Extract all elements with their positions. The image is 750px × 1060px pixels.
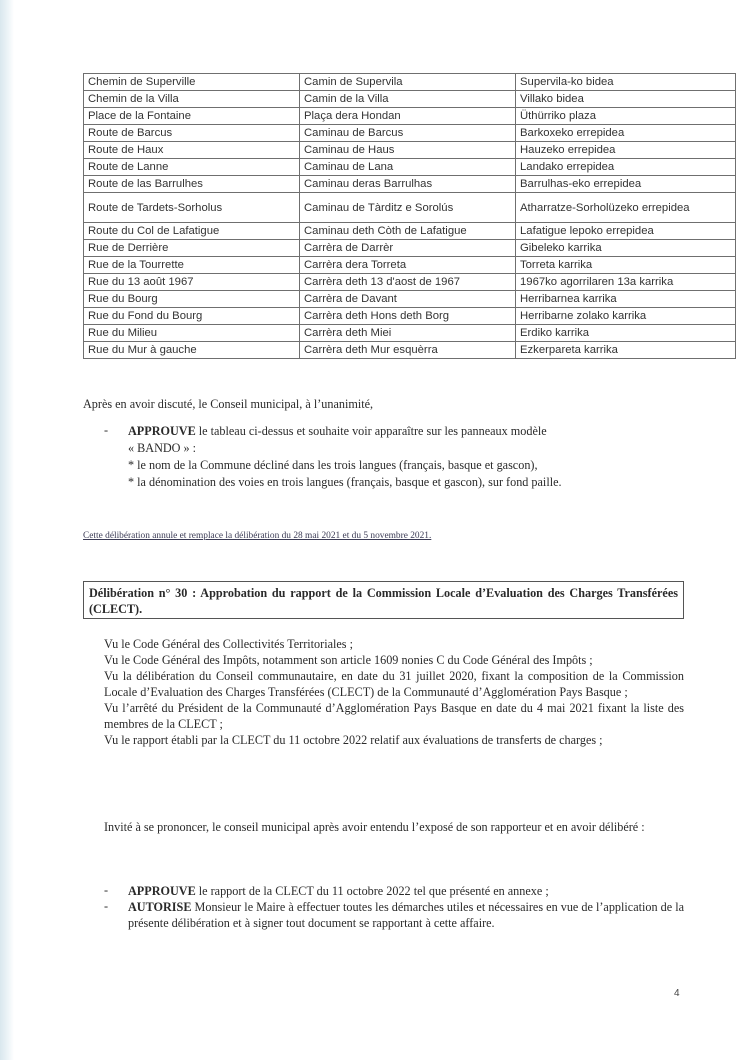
basque-name-cell: Villako bidea bbox=[516, 91, 736, 108]
table-row bbox=[84, 142, 736, 159]
basque-name-cell: Üthürriko plaza bbox=[516, 108, 736, 125]
gascon-name-cell: Caminau de Tàrditz e Sorolús bbox=[300, 193, 516, 223]
authorize-text: Monsieur le Maire à effectuer toutes les démarches utiles et nécessaires en vue de l’application de la présente délibération et à signer tout document se rapportant à cette affaire. bbox=[128, 900, 684, 930]
vu-deliberation-conseil: Vu la délibération du Conseil communautaire, en date du 31 juillet 2020, fixant la composition de la Commission Locale d’Evaluation des Charges Transférées (CLECT) de la Communauté d’Agglomération Pays Basque ; bbox=[104, 669, 684, 699]
basque-name-cell: Hauzeko errepidea bbox=[516, 142, 736, 159]
french-name-cell: Rue du Bourg bbox=[84, 291, 300, 308]
deliberation-title: Délibération n° 30 : Approbation du rapport de la Commission Locale d’Evaluation des Charges Transférées (CLECT). bbox=[83, 581, 684, 619]
gascon-name-cell: Carrèra dera Torreta bbox=[300, 257, 516, 274]
bullet-street-names: * la dénomination des voies en trois langues (français, basque et gascon), sur fond paille. bbox=[128, 475, 562, 489]
gascon-name-cell: Carrèra deth Mur esquèrra bbox=[300, 342, 516, 359]
basque-name-cell: 1967ko agorrilaren 13a karrika bbox=[516, 274, 736, 291]
gascon-name-cell: Carrèra deth 13 d'aost de 1967 bbox=[300, 274, 516, 291]
table-row bbox=[84, 159, 736, 176]
basque-name-cell: Herribarnea karrika bbox=[516, 291, 736, 308]
french-name-cell: Rue du Milieu bbox=[84, 325, 300, 342]
table-row bbox=[84, 108, 736, 125]
table-row bbox=[84, 240, 736, 257]
table-row bbox=[84, 193, 736, 223]
french-name-cell: Chemin de la Villa bbox=[84, 91, 300, 108]
basque-name-cell: Barkoxeko errepidea bbox=[516, 125, 736, 142]
basque-name-cell: Supervila-ko bidea bbox=[516, 74, 736, 91]
gascon-name-cell: Carrèra deth Miei bbox=[300, 325, 516, 342]
vu-code-impots: Vu le Code Général des Impôts, notamment son article 1609 nonies C du Code Général des Impôts ; bbox=[104, 653, 593, 667]
approve-keyword: APPROUVE bbox=[128, 424, 196, 438]
french-name-cell: Route de Barcus bbox=[84, 125, 300, 142]
french-name-cell: Rue du 13 août 1967 bbox=[84, 274, 300, 291]
vu-code-collectivites: Vu le Code Général des Collectivités Territoriales ; bbox=[104, 637, 353, 651]
table-row bbox=[84, 257, 736, 274]
bullet-commune-name: * le nom de la Commune décliné dans les trois langues (français, basque et gascon), bbox=[128, 458, 538, 472]
approve-report-item bbox=[128, 883, 688, 899]
basque-name-cell: Barrulhas-eko errepidea bbox=[516, 176, 736, 193]
gascon-name-cell: Carrèra de Darrèr bbox=[300, 240, 516, 257]
french-name-cell: Route de Haux bbox=[84, 142, 300, 159]
table-row bbox=[84, 342, 736, 359]
basque-name-cell: Landako errepidea bbox=[516, 159, 736, 176]
french-name-cell: Place de la Fontaine bbox=[84, 108, 300, 125]
table-row bbox=[84, 223, 736, 240]
french-name-cell: Rue du Fond du Bourg bbox=[84, 308, 300, 325]
french-name-cell: Route de Lanne bbox=[84, 159, 300, 176]
vu-rapport-clect: Vu le rapport établi par la CLECT du 11 octobre 2022 relatif aux évaluations de transferts de charges ; bbox=[104, 733, 603, 747]
table-row bbox=[84, 176, 736, 193]
gascon-name-cell: Carrèra deth Hons deth Borg bbox=[300, 308, 516, 325]
french-name-cell: Route de las Barrulhes bbox=[84, 176, 300, 193]
basque-name-cell: Lafatigue lepoko errepidea bbox=[516, 223, 736, 240]
scan-edge-shadow bbox=[0, 0, 14, 1060]
french-name-cell: Rue de Derrière bbox=[84, 240, 300, 257]
table-row bbox=[84, 125, 736, 142]
gascon-name-cell: Camin de Supervila bbox=[300, 74, 516, 91]
discussion-intro: Après en avoir discuté, le Conseil municipal, à l’unanimité, bbox=[83, 397, 374, 411]
page-number: 4 bbox=[674, 988, 680, 999]
basque-name-cell: Torreta karrika bbox=[516, 257, 736, 274]
gascon-name-cell: Caminau de Lana bbox=[300, 159, 516, 176]
approve-text: le tableau ci-dessus et souhaite voir apparaître sur les panneaux modèle bbox=[195, 424, 547, 438]
basque-name-cell: Ezkerpareta karrika bbox=[516, 342, 736, 359]
table-row bbox=[84, 274, 736, 291]
french-name-cell: Route du Col de Lafatigue bbox=[84, 223, 300, 240]
invitation-text: Invité à se prononcer, le conseil municipal après avoir entendu l’exposé de son rapporteur et en avoir délibéré : bbox=[104, 820, 645, 834]
french-name-cell: Rue du Mur à gauche bbox=[84, 342, 300, 359]
approve-item bbox=[128, 423, 547, 439]
table-row bbox=[84, 325, 736, 342]
legal-references bbox=[104, 636, 684, 748]
french-name-cell: Chemin de Superville bbox=[84, 74, 300, 91]
french-name-cell: Route de Tardets-Sorholus bbox=[84, 193, 300, 223]
gascon-name-cell: Plaça dera Hondan bbox=[300, 108, 516, 125]
gascon-name-cell: Caminau deras Barrulhas bbox=[300, 176, 516, 193]
gascon-name-cell: Camin de la Villa bbox=[300, 91, 516, 108]
authorize-keyword: AUTORISE bbox=[128, 900, 192, 914]
street-names-table bbox=[83, 73, 736, 359]
vu-arrete-president: Vu l’arrêté du Président de la Communauté d’Agglomération Pays Basque en date du 4 mai 2021 fixant la liste des membres de la CLECT ; bbox=[104, 701, 684, 731]
authorize-item bbox=[128, 899, 684, 931]
basque-name-cell: Atharratze-Sorholüzeko errepidea bbox=[516, 193, 736, 223]
table-row bbox=[84, 91, 736, 108]
french-name-cell: Rue de la Tourrette bbox=[84, 257, 300, 274]
gascon-name-cell: Caminau deth Còth de Lafatigue bbox=[300, 223, 516, 240]
basque-name-cell: Erdiko karrika bbox=[516, 325, 736, 342]
table-row bbox=[84, 308, 736, 325]
approve-report-text: le rapport de la CLECT du 11 octobre 2022 tel que présenté en annexe ; bbox=[195, 884, 549, 898]
table-row bbox=[84, 74, 736, 91]
approve-continuation: « BANDO » : bbox=[128, 441, 197, 455]
approve-keyword: APPROUVE bbox=[128, 884, 196, 898]
annulment-note: Cette délibération annule et remplace la délibération du 28 mai 2021 et du 5 novembre 2021. bbox=[83, 531, 432, 541]
basque-name-cell: Gibeleko karrika bbox=[516, 240, 736, 257]
basque-name-cell: Herribarne zolako karrika bbox=[516, 308, 736, 325]
list-dash: - bbox=[104, 899, 109, 913]
gascon-name-cell: Caminau de Barcus bbox=[300, 125, 516, 142]
table-row bbox=[84, 291, 736, 308]
list-dash: - bbox=[104, 883, 109, 897]
gascon-name-cell: Carrèra de Davant bbox=[300, 291, 516, 308]
list-dash: - bbox=[104, 423, 109, 437]
gascon-name-cell: Caminau de Haus bbox=[300, 142, 516, 159]
